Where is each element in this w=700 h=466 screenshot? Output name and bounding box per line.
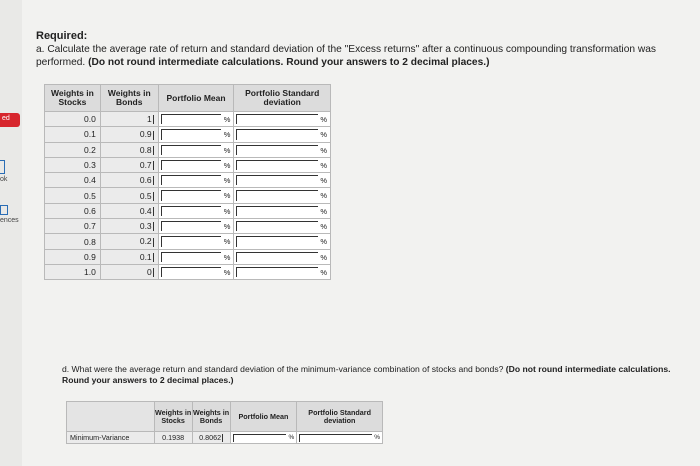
min-variance-table [66, 401, 383, 444]
question-a-note: (Do not round intermediate calculations. Round your answers to 2 decimal places.) [88, 57, 490, 68]
required-title: Required: [36, 30, 88, 42]
table-row [45, 219, 331, 234]
cell-value: 0.9 [84, 251, 96, 262]
percent-label: % [320, 176, 327, 186]
sidebar-tab-required[interactable] [0, 113, 20, 127]
input-cursor [153, 253, 154, 262]
answer-box[interactable] [236, 252, 318, 262]
input-portfolio-sd[interactable] [234, 234, 331, 249]
answer-box[interactable] [236, 114, 318, 124]
cell-weight-bonds [100, 157, 158, 172]
table-row [45, 127, 331, 142]
header-blank [67, 402, 155, 432]
percent-label: % [223, 237, 231, 247]
percent-label: % [223, 130, 231, 140]
percent-label: % [320, 130, 327, 140]
input-cursor [153, 176, 154, 185]
cell-weight-bonds [100, 249, 158, 264]
answer-box[interactable] [236, 236, 318, 246]
table-row [45, 157, 331, 172]
table-row [45, 142, 331, 157]
table-row [45, 249, 331, 264]
input-cursor [153, 131, 154, 140]
answer-box[interactable] [161, 206, 222, 216]
table-row [45, 234, 331, 249]
left-sidebar [0, 0, 22, 466]
table-header-row [67, 402, 383, 432]
cell-value: 0.6 [84, 205, 96, 216]
percent-label: % [320, 115, 327, 124]
cell-value: 0.7 [139, 159, 152, 170]
input-portfolio-sd[interactable] [234, 142, 331, 157]
cell-value: 0.8062 [199, 432, 222, 442]
input-cursor [153, 161, 154, 170]
cell-value: 0.4 [139, 205, 152, 216]
cell-value: 1 [146, 114, 152, 125]
cell-value: 1.0 [84, 267, 96, 278]
percent-label: % [320, 191, 327, 201]
table-row [45, 112, 331, 127]
input-portfolio-sd[interactable] [234, 127, 331, 142]
header-weights-stocks: Weights in Stocks [154, 402, 192, 432]
cell-weight-stocks [45, 234, 101, 249]
input-portfolio-mean[interactable] [158, 219, 234, 234]
cell-value: 0.4 [84, 175, 96, 186]
cell-value: 0.6 [139, 175, 152, 186]
cell-value: 0.2 [84, 144, 96, 155]
input-portfolio-sd[interactable] [234, 249, 331, 264]
answer-box[interactable] [161, 114, 222, 124]
cell-value: 0.3 [139, 221, 152, 232]
cell-value: 0.7 [84, 221, 96, 232]
cell-weight-bonds [100, 112, 158, 127]
cell-weight-stocks [45, 173, 101, 188]
input-portfolio-mean[interactable] [158, 157, 234, 172]
cell-weight-stocks [45, 127, 101, 142]
percent-label: % [288, 434, 295, 441]
answer-box[interactable] [161, 236, 222, 246]
answer-box[interactable] [236, 129, 318, 139]
header-portfolio-mean: Portfolio Mean [158, 85, 234, 112]
table-header-row [45, 85, 331, 112]
cell-weight-stocks [45, 219, 101, 234]
answer-box[interactable] [236, 221, 318, 231]
question-d-note: (Do not round intermediate calculations. Round your answers to 2 decimal places.) [62, 364, 671, 385]
percent-label: % [320, 222, 327, 232]
sidebar-tab-label: ences [0, 217, 19, 224]
percent-label: % [223, 222, 231, 232]
answer-box[interactable] [161, 129, 222, 139]
header-portfolio-mean: Portfolio Mean [230, 402, 297, 432]
answer-box[interactable] [161, 145, 222, 155]
input-portfolio-mean[interactable] [230, 432, 297, 444]
input-cursor [153, 115, 154, 124]
portfolio-table-a [44, 84, 331, 280]
answer-box[interactable] [161, 252, 222, 262]
input-portfolio-mean[interactable] [158, 203, 234, 218]
cell-weight-stocks [45, 142, 101, 157]
percent-label: % [374, 434, 380, 441]
cell-weight-bonds [100, 264, 158, 279]
answer-box[interactable] [299, 434, 372, 442]
cell-weight-bonds [100, 142, 158, 157]
sidebar-tab-label: ok [0, 176, 8, 183]
cell-weight-stocks [45, 112, 101, 127]
percent-label: % [223, 115, 231, 124]
cell-weight-bonds [100, 188, 158, 203]
percent-label: % [223, 160, 231, 170]
input-portfolio-mean[interactable] [158, 112, 234, 127]
input-portfolio-mean[interactable] [158, 173, 234, 188]
cell-weight-stocks [45, 188, 101, 203]
table-row [45, 203, 331, 218]
cell-weight-stocks [154, 432, 192, 444]
input-portfolio-sd[interactable] [234, 173, 331, 188]
cell-weight-stocks [45, 203, 101, 218]
percent-label: % [223, 145, 231, 155]
percent-label: % [320, 267, 327, 277]
percent-label: % [223, 176, 231, 186]
percent-label: % [223, 206, 231, 216]
input-cursor [153, 222, 154, 231]
input-portfolio-sd[interactable] [234, 264, 331, 279]
percent-label: % [223, 191, 231, 201]
input-cursor [153, 268, 154, 277]
question-d-body: d. What were the average return and standard deviation of the minimum-variance combination of stocks and bonds? [62, 364, 504, 374]
cell-value: 0.1938 [162, 433, 185, 442]
cell-value: 0.8 [139, 144, 152, 155]
references-icon [0, 205, 8, 215]
cell-value: 0.3 [84, 160, 96, 171]
percent-label: % [320, 252, 327, 262]
input-portfolio-mean[interactable] [158, 249, 234, 264]
header-weights-bonds: Weights in Bonds [192, 402, 230, 432]
input-portfolio-sd[interactable] [234, 157, 331, 172]
row-label: Minimum-Variance [67, 432, 155, 444]
input-portfolio-mean[interactable] [158, 127, 234, 142]
percent-label: % [320, 237, 327, 247]
header-weights-bonds: Weights in Bonds [100, 85, 158, 112]
cell-value: 0.0 [84, 114, 96, 125]
question-a-body: a. Calculate the average rate of return and standard deviation of the "Excess returns" after a continuous compounding transformation was performed. [36, 44, 656, 68]
input-portfolio-sd[interactable] [297, 432, 383, 444]
answer-box[interactable] [236, 175, 318, 185]
cell-value: 0.8 [84, 236, 96, 247]
sidebar-tab-references[interactable] [0, 205, 19, 224]
input-portfolio-sd[interactable] [234, 188, 331, 203]
cell-value: 0.1 [139, 251, 152, 262]
percent-label: % [320, 206, 327, 216]
question-a-text [36, 43, 691, 69]
sidebar-tab-ebook[interactable] [0, 160, 7, 183]
cell-weight-bonds [100, 219, 158, 234]
cell-weight-stocks [45, 249, 101, 264]
answer-box[interactable] [236, 145, 318, 155]
question-d-text [62, 364, 692, 386]
cell-weight-bonds [100, 127, 158, 142]
table-row [45, 188, 331, 203]
input-portfolio-mean[interactable] [158, 188, 234, 203]
input-cursor [153, 192, 154, 201]
answer-box[interactable] [161, 160, 222, 170]
cell-value: 0.1 [84, 129, 96, 140]
header-portfolio-sd: Portfolio Standard deviation [234, 85, 331, 112]
cell-weight-bonds [100, 203, 158, 218]
input-cursor [153, 238, 154, 247]
input-portfolio-mean[interactable] [158, 142, 234, 157]
answer-box[interactable] [161, 190, 222, 200]
input-cursor [153, 207, 154, 216]
book-icon [0, 160, 5, 174]
answer-box[interactable] [161, 221, 222, 231]
answer-box[interactable] [161, 175, 222, 185]
input-portfolio-sd[interactable] [234, 219, 331, 234]
table-row [45, 264, 331, 279]
table-row [67, 432, 383, 444]
cell-value: 0.2 [139, 236, 152, 247]
input-portfolio-sd[interactable] [234, 203, 331, 218]
percent-label: % [320, 145, 327, 155]
percent-label: % [223, 252, 231, 262]
input-portfolio-sd[interactable] [234, 112, 331, 127]
answer-box[interactable] [236, 267, 318, 277]
answer-box[interactable] [236, 160, 318, 170]
cell-weight-stocks [45, 157, 101, 172]
answer-box[interactable] [161, 267, 222, 277]
header-portfolio-sd: Portfolio Standard deviation [297, 402, 383, 432]
percent-label: % [223, 267, 231, 277]
table-row [45, 173, 331, 188]
cell-value: 0 [146, 266, 152, 277]
input-portfolio-mean[interactable] [158, 264, 234, 279]
cell-weight-bonds [100, 173, 158, 188]
cell-weight-stocks [45, 264, 101, 279]
cell-value: 0.5 [139, 190, 152, 201]
percent-label: % [320, 160, 327, 170]
answer-box[interactable] [236, 206, 318, 216]
sidebar-tab-label: ed [2, 115, 10, 122]
input-cursor [153, 146, 154, 155]
input-cursor [222, 434, 223, 442]
answer-box[interactable] [236, 190, 318, 200]
answer-box[interactable] [233, 434, 287, 442]
cell-weight-bonds [100, 234, 158, 249]
header-weights-stocks: Weights in Stocks [45, 85, 101, 112]
input-portfolio-mean[interactable] [158, 234, 234, 249]
cell-weight-bonds [192, 432, 230, 444]
cell-value: 0.5 [84, 190, 96, 201]
cell-value: 0.9 [139, 129, 152, 140]
